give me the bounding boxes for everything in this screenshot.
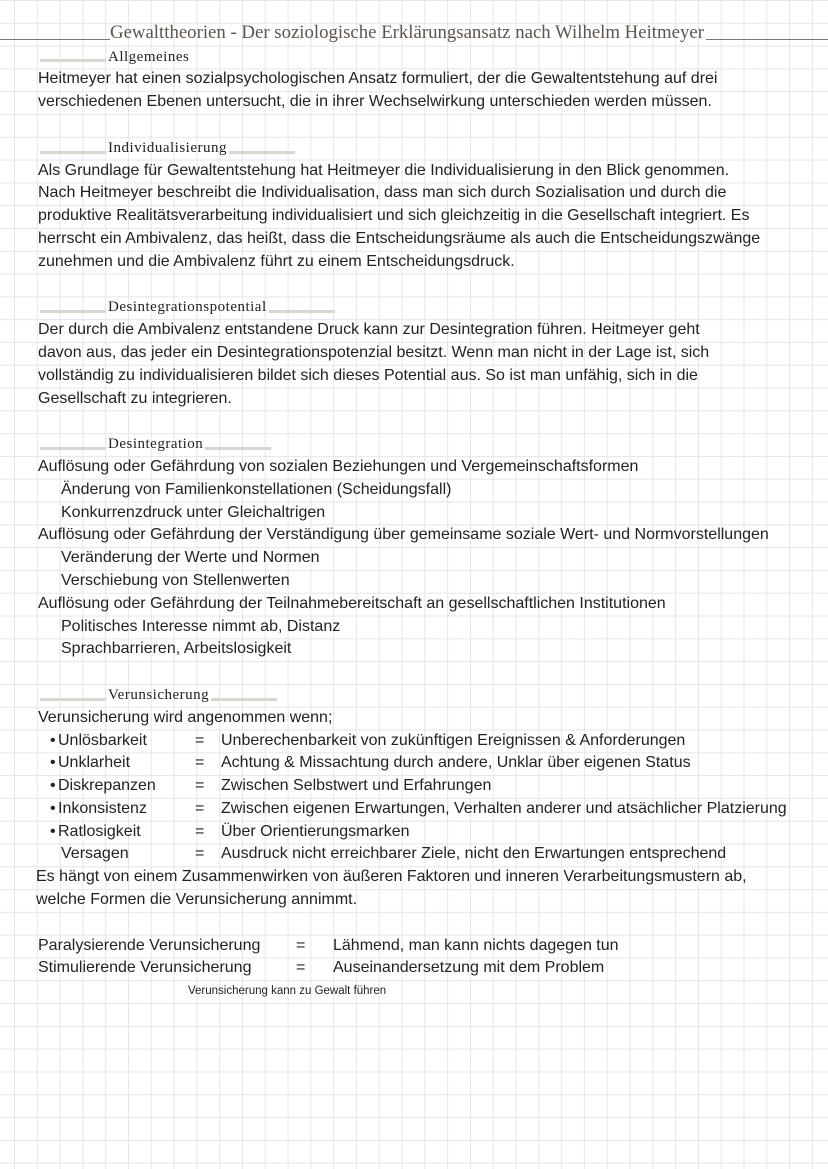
heading-bar (211, 698, 277, 701)
section-individualisierung (0, 137, 828, 297)
body-line: Nach Heitmeyer beschreibt die Individualisation, dass man sich durch Sozialisation und durch die (38, 184, 727, 202)
condition-term: Inkonsistenz (58, 799, 147, 817)
note-row (0, 980, 828, 1003)
body-line: vollständig zu individualisieren bildet sich dieses Potential aus. So ist man unfähig, sich in die (38, 366, 698, 384)
heading-bar (40, 310, 106, 313)
section-heading-text: Desintegration (108, 436, 204, 453)
small-note: Verunsicherung kann zu Gewalt führen (188, 985, 387, 998)
blank-line (0, 912, 828, 935)
condition-row (0, 775, 828, 798)
section-heading (0, 296, 828, 319)
equals-sign: = (195, 822, 205, 840)
section-heading (0, 46, 828, 69)
section-heading-text: Verunsicherung (108, 686, 210, 703)
heading-bar (40, 698, 106, 701)
section-desintegration (0, 433, 828, 684)
equals-sign: = (195, 777, 205, 795)
title-rule-right (706, 39, 828, 40)
group-main-line: Auflösung oder Gefährdung der Teilnahmebereitschaft an gesellschaftlichen Institutionen (38, 594, 666, 612)
body-line: davon aus, das jeder ein Desintegrationspotenzial besitzt. Wenn man nicht in der Lage ist, sich (38, 343, 710, 361)
heading-bar (40, 151, 106, 154)
type-definition: Lähmend, man kann nichts dagegen tun (333, 936, 619, 954)
section-heading (0, 684, 828, 707)
body-line: Heitmeyer hat einen sozialpsychologischen Ansatz formuliert, der die Gewaltentstehung auf drei (38, 70, 718, 88)
condition-term: Versagen (61, 845, 129, 863)
intro-line: Verunsicherung wird angenommen wenn; (38, 708, 333, 726)
equals-sign: = (195, 731, 205, 749)
sub-point: Änderung von Familienkonstellationen (Scheidungsfall) (61, 480, 452, 498)
condition-term: Unlösbarkeit (58, 731, 147, 749)
type-row (0, 957, 828, 980)
body-line: verschiedenen Ebenen untersucht, die in ihrer Wechselwirkung unterschieden werden müssen. (38, 93, 712, 111)
notes-content (0, 46, 828, 1003)
group-main-line: Auflösung oder Gefährdung der Verständigung über gemeinsame soziale Wert- und Normvorstellungen (38, 526, 769, 544)
type-term: Stimulierende Verunsicherung (38, 959, 252, 977)
bullet-icon: • (50, 799, 56, 817)
title-bar (0, 22, 828, 44)
condition-row (0, 730, 828, 753)
blank-line (0, 410, 828, 433)
sub-point: Veränderung der Werte und Normen (61, 549, 320, 567)
section-verunsicherung (0, 684, 828, 1003)
title-rule-left (0, 39, 110, 40)
equals-sign: = (296, 936, 306, 954)
section-allgemeines (0, 46, 828, 137)
body-line: Als Grundlage für Gewaltentstehung hat Heitmeyer die Individualisierung in den Blick genommen. (38, 161, 730, 179)
body-line: herrscht ein Ambivalenz, das heißt, dass die Entscheidungsräume als auch die Entscheidungszwänge (38, 229, 761, 247)
type-term: Paralysierende Verunsicherung (38, 936, 261, 954)
bullet-icon: • (50, 822, 56, 840)
condition-definition: Achtung & Missachtung durch andere, Unklar über eigenen Status (221, 754, 691, 772)
section-heading-text: Desintegrationspotential (108, 299, 267, 316)
equals-sign: = (296, 959, 306, 977)
bullet-icon: • (50, 754, 56, 772)
section-heading-text: Individualisierung (108, 139, 227, 156)
sub-point: Politisches Interesse nimmt ab, Distanz (61, 617, 341, 635)
equals-sign: = (195, 845, 205, 863)
heading-bar (229, 151, 295, 154)
heading-bar (269, 310, 335, 313)
heading-bar (40, 447, 106, 450)
blank-line (0, 661, 828, 684)
condition-definition: Zwischen eigenen Erwartungen, Verhalten anderer und atsächlicher Platzierung (221, 799, 787, 817)
blank-line (0, 114, 828, 137)
page-title: Gewalttheorien - Der soziologische Erklärungsansatz nach Wilhelm Heitmeyer (110, 22, 704, 43)
condition-definition: Unberechenbarkeit von zukünftigen Ereignissen & Anforderungen (221, 731, 686, 749)
heading-bar (40, 59, 106, 62)
condition-definition: Über Orientierungsmarken (221, 822, 410, 840)
condition-term: Ratlosigkeit (58, 822, 141, 840)
section-desintegrationspotential (0, 296, 828, 433)
equals-sign: = (195, 754, 205, 772)
group-main-line: Auflösung oder Gefährdung von sozialen Beziehungen und Vergemeinschaftsformen (38, 457, 639, 475)
body-line: zunehmen und die Ambivalenz führt zu einem Entscheidungsdruck. (38, 252, 515, 270)
bullet-icon: • (50, 777, 56, 795)
heading-bar (205, 447, 271, 450)
condition-definition: Ausdruck nicht erreichbarer Ziele, nicht den Erwartungen entsprechend (221, 845, 727, 863)
body-line: produktive Realitätsverarbeitung individualisiert und sich gleichzeitig in die Gesellschaft integriert. Es (38, 207, 750, 225)
condition-row (0, 798, 828, 821)
blank-line (0, 274, 828, 297)
section-heading (0, 137, 828, 160)
condition-term: Unklarheit (58, 754, 131, 772)
body-line: Der durch die Ambivalenz entstandene Druck kann zur Desintegration führen. Heitmeyer geht (38, 321, 700, 339)
condition-term: Diskrepanzen (58, 777, 156, 795)
condition-row (0, 752, 828, 775)
body-line: Es hängt von einem Zusammenwirken von äußeren Faktoren und inneren Verarbeitungsmustern ab, (36, 868, 747, 886)
type-row (0, 935, 828, 958)
body-line: Gesellschaft zu integrieren. (38, 389, 232, 407)
sub-point: Verschiebung von Stellenwerten (61, 571, 290, 589)
bullet-icon: • (50, 731, 56, 749)
section-heading (0, 433, 828, 456)
type-definition: Auseinandersetzung mit dem Problem (333, 959, 605, 977)
body-line: welche Formen die Verunsicherung annimmt. (36, 891, 358, 909)
section-heading-text: Allgemeines (108, 48, 190, 65)
equals-sign: = (195, 799, 205, 817)
sub-point: Konkurrenzdruck unter Gleichaltrigen (61, 503, 326, 521)
condition-definition: Zwischen Selbstwert und Erfahrungen (221, 777, 492, 795)
sub-point: Sprachbarrieren, Arbeitslosigkeit (61, 640, 292, 658)
condition-row (0, 821, 828, 844)
condition-row (0, 843, 828, 866)
